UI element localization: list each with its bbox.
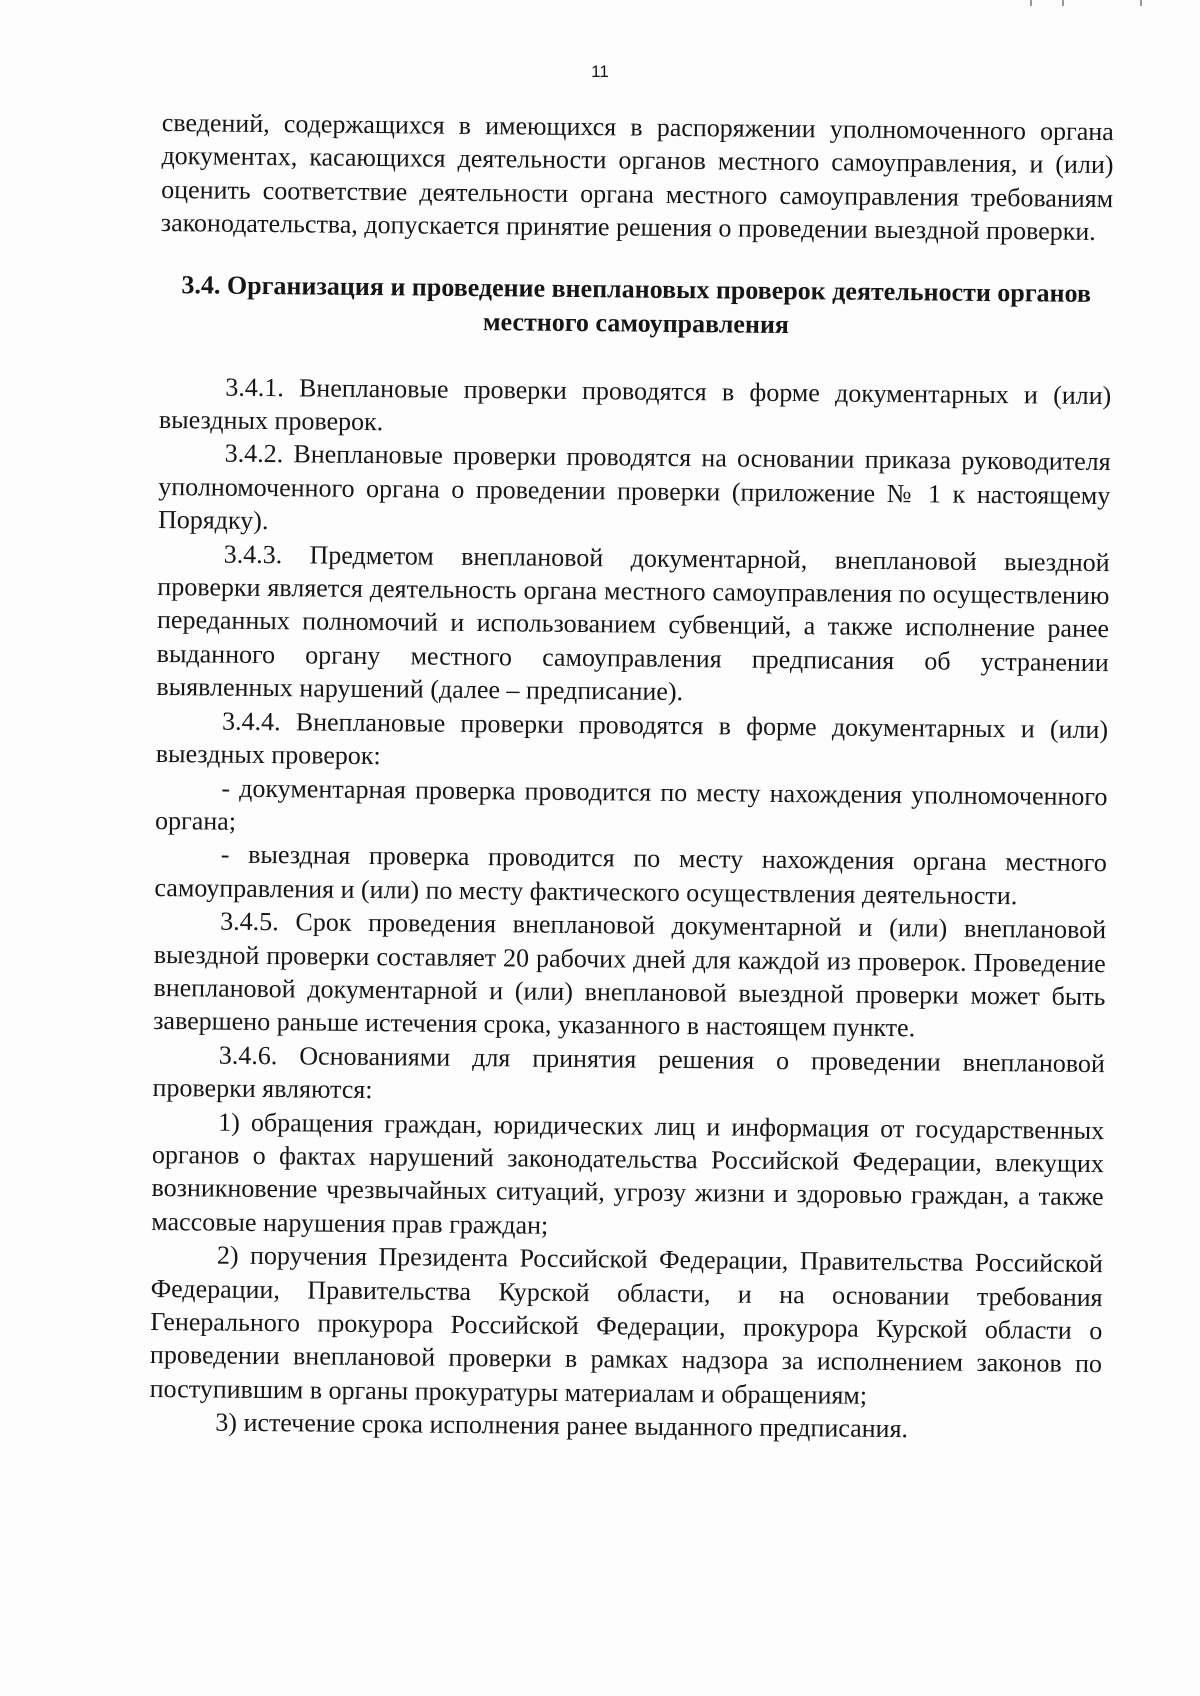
paragraph-3-4-2: 3.4.2. Внеплановые проверки проводятся на основании приказа руководителя уполномоченного органа о проведении проверки (приложение № 1 к настоящему Порядку). xyxy=(157,439,1111,536)
list-item-3: 3) истечение срока исполнения ранее выданного предписания. xyxy=(215,1407,909,1444)
intro-paragraph: сведений, содержащихся в имеющихся в распоряжении уполномоченного органа документах, касающихся деятельности органов местного самоуправления, и (или) оценить соответствие деятельности органа местного самоуправления требованиям законодательства, допускается принятие решения о проведении выездной проверки. xyxy=(160,107,1114,247)
scan-edge-mark xyxy=(1062,0,1064,6)
paragraph-3-4-4: 3.4.4. Внеплановые проверки проводятся в форме документарных и (или) выездных проверок: xyxy=(155,706,1109,771)
paragraph-3-4-3: 3.4.3. Предметом внеплановой документарной, внеплановой выездной проверки является деятельность органа местного самоуправления по осуществлению переданных полномочий и использованием субвенций, а также исполнение ранее выданного органу местного самоуправления предписания об устранении выявленных нарушений (далее – предписание). xyxy=(156,539,1110,707)
section-heading: 3.4. Организация и проведение внеплановых проверок деятельности органов местного самоуправления xyxy=(181,269,1092,339)
scan-edge-mark xyxy=(1030,0,1032,6)
paragraph-3-4-6: 3.4.6. Основаниями для принятия решения о проведении внеплановой проверки являются: xyxy=(152,1040,1105,1105)
list-item-2: 2) поручения Президента Российской Федерации, Правительства Российской Федерации, Правительства Курской области, и на основании требования Генерального прокурора Российской Федерации, прокурора Курской области о проведении внеплановой проверки в рамках надзора за исполнением законов по поступившим в органы прокуратуры материалам и обращениям; xyxy=(149,1240,1104,1410)
list-item-1: 1) обращения граждан, юридических лиц и информация от государственных органов о фактах нарушений законодательства Российской Федерации, влекущих возникновение чрезвычайных ситуаций, угрозу жизни и здоровью граждан, а также массовые нарушения прав граждан; xyxy=(151,1107,1105,1240)
page-number: 11 xyxy=(591,62,609,81)
document-body xyxy=(149,106,1114,1448)
paragraph-3-4-5: 3.4.5. Срок проведения внеплановой документарной и (или) внеплановой выездной проверки составляет 20 рабочих дней для каждой из проверок. Проведение внеплановой документарной и (или) внеплановой выездной проверки может быть завершено раньше истечения срока, указанного в настоящем пункте. xyxy=(153,906,1107,1043)
paragraph-3-4-1: 3.4.1. Внеплановые проверки проводятся в форме документарных и (или) выездных проверок. xyxy=(158,372,1112,437)
list-item-field-check: - выездная проверка проводится по месту нахождения органа местного самоуправления и (или) по месту фактического осуществления деятельности. xyxy=(154,839,1107,910)
list-item-documentary-check: - документарная проверка проводится по месту нахождения уполномоченного органа; xyxy=(155,773,1108,836)
scan-edge-mark xyxy=(1140,0,1142,6)
